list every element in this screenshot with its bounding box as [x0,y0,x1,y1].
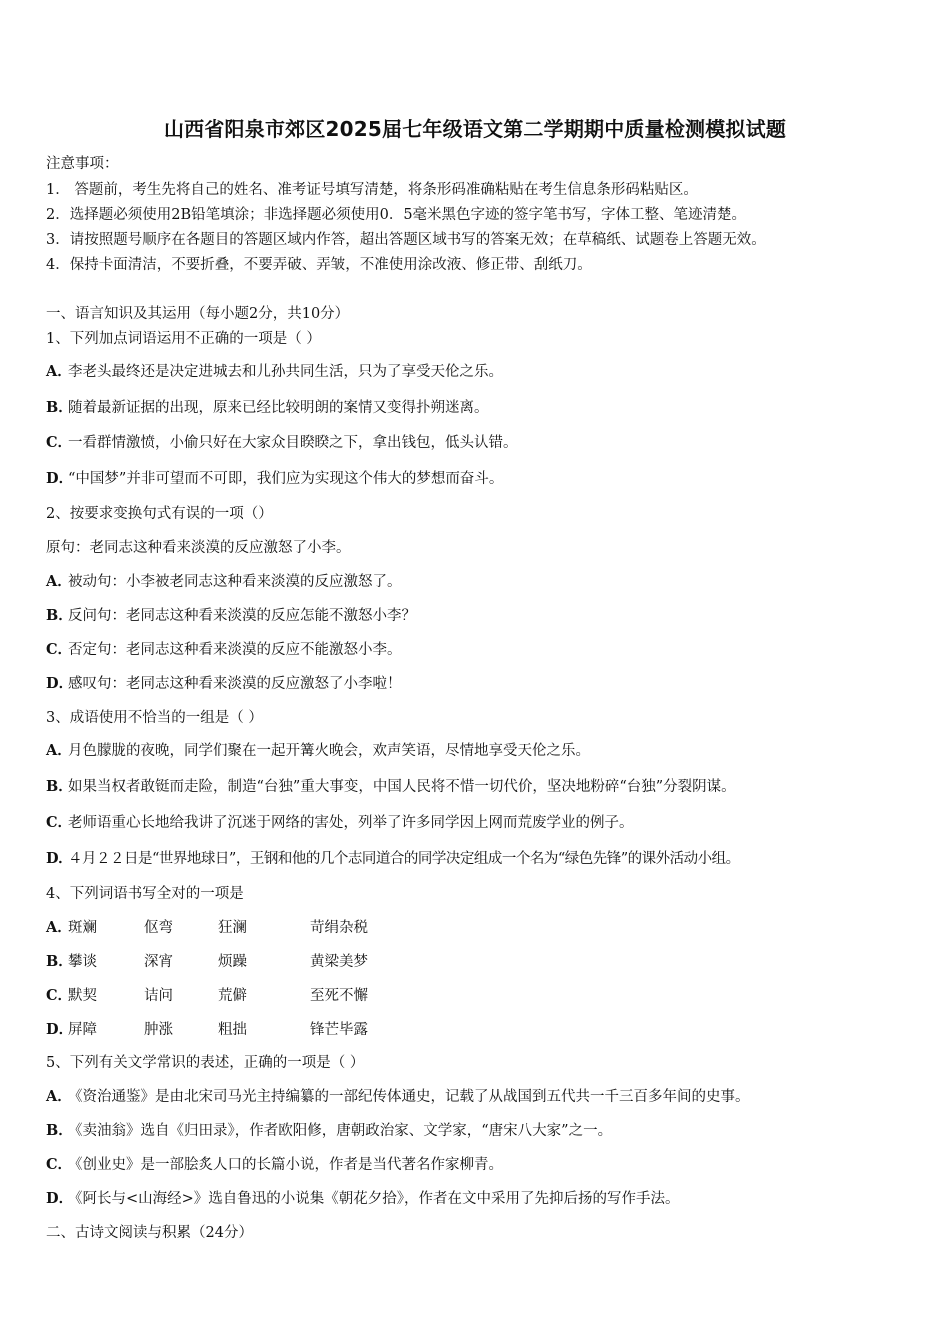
option-word: 屏障 [68,1022,97,1038]
option-word: 伛弯 [144,920,173,936]
q5-option-c [46,1153,503,1174]
option-label: B． [46,953,73,970]
q5-option-d [46,1187,680,1208]
q2-option-c [46,638,402,659]
option-word: 斑斓 [68,920,97,936]
option-word: 粗拙 [218,1022,247,1038]
q2-option-d [46,672,402,693]
option-word: 攀谈 [68,954,97,970]
option-label: B． [46,607,73,624]
question-3-stem: 3、成语使用不恰当的一组是（ ） [46,710,263,726]
q1-option-b [46,396,489,417]
q2-original-sentence: 原句：老同志这种看来淡漠的反应激怒了小李。 [46,540,351,556]
option-label: D． [46,850,73,867]
q4-option-c [46,984,368,1005]
option-word: 苛绢杂税 [310,920,368,936]
option-label: A． [46,363,72,380]
q5-option-b [46,1119,612,1140]
option-label: C． [46,1156,73,1173]
option-label: A． [46,919,72,936]
option-word: 狂澜 [218,920,247,936]
option-text: “中国梦”并非可望而不可即，我们应为实现这个伟大的梦想而奋斗。 [68,471,504,487]
option-text: 感叹句：老同志这种看来淡漠的反应激怒了小李啦！ [68,676,402,692]
option-label: A． [46,1088,72,1105]
option-label: C． [46,987,73,1004]
q2-option-b [46,604,416,625]
option-text: 《资治通鉴》是由北宋司马光主持编纂的一部纪传体通史，记载了从战国到五代共一千三百多年间的史事。 [68,1089,750,1105]
option-text: 月色朦胧的夜晚，同学们聚在一起开篝火晚会，欢声笑语，尽情地享受天伦之乐。 [68,743,590,759]
option-text: 否定句：老同志这种看来淡漠的反应不能激怒小李。 [68,642,402,658]
option-text: 反问句：老同志这种看来淡漠的反应怎能不激怒小李？ [68,608,416,624]
notice-heading: 注意事项： [46,156,119,172]
q5-option-a [46,1085,750,1106]
option-word: 锋芒毕露 [310,1022,368,1038]
question-2-stem: 2、按要求变换句式有误的一项（） [46,506,273,522]
page-title: 山西省阳泉市郊区2025届七年级语文第二学期期中质量检测模拟试题 [163,117,787,141]
option-text: 《阿长与<山海经>》选自鲁迅的小说集《朝花夕拾》，作者在文中采用了先抑后扬的写作手法。 [68,1191,680,1207]
option-label: D． [46,1190,74,1207]
option-word: 至死不懈 [310,988,368,1004]
option-text: 如果当权者敢铤而走险，制造“台独”重大事变，中国人民将不惜一切代价，坚决地粉碎“台独”分裂阴谋。 [68,779,736,795]
option-text: 《创业史》是一部脍炙人口的长篇小说，作者是当代著名作家柳青。 [68,1157,503,1173]
option-text: 老师语重心长地给我讲了沉迷于网络的害处，列举了许多同学因上网而荒废学业的例子。 [68,815,634,831]
q1-option-a [46,360,503,381]
q4-option-a [46,916,368,937]
question-4-stem: 4、下列词语书写全对的一项是 [46,886,244,902]
notice-item-4: 4．保持卡面清洁，不要折叠，不要弄破、弄皱，不准使用涂改液、修正带、刮纸刀。 [46,257,592,273]
option-label: B． [46,778,73,795]
q1-option-d [46,467,503,488]
notice-item-3: 3．请按照题号顺序在各题目的答题区域内作答，超出答题区域书写的答案无效；在草稿纸、试题卷上答题无效。 [46,232,766,248]
option-word: 肿涨 [144,1022,173,1038]
q3-option-c [46,811,634,832]
option-label: D． [46,470,74,487]
q4-option-d [46,1018,368,1039]
option-text: 李老头最终还是决定进城去和儿孙共同生活，只为了享受天伦之乐。 [68,364,503,380]
q3-option-d [46,847,740,868]
q2-option-a [46,570,402,591]
option-text: 被动句：小李被老同志这种看来淡漠的反应激怒了。 [68,574,402,590]
question-1-stem: 1、下列加点词语运用不正确的一项是（ ） [46,331,321,347]
option-label: A． [46,742,72,759]
option-label: C． [46,641,73,658]
option-word: 黄梁美梦 [310,954,368,970]
option-text: 随着最新证据的出现，原来已经比较明朗的案情又变得扑朔迷离。 [68,400,489,416]
section-heading-1: 一、语言知识及其运用（每小题2分，共10分） [46,306,350,322]
question-5-stem: 5、下列有关文学常识的表述，正确的一项是（ ） [46,1055,365,1071]
option-text: 一看群情激愤，小偷只好在大家众目睽睽之下，拿出钱包，低头认错。 [68,435,518,451]
option-label: B． [46,399,73,416]
option-text: 《卖油翁》选自《归田录》，作者欧阳修，唐朝政治家、文学家，“唐宋八大家”之一。 [68,1123,613,1139]
option-label: B． [46,1122,73,1139]
notice-item-2: 2．选择题必须使用2B铅笔填涂；非选择题必须使用0．5毫米黑色字迹的签字笔书写，字体工整、笔迹清楚。 [46,207,747,223]
option-label: D． [46,1021,74,1038]
option-label: A． [46,573,72,590]
option-word: 默契 [68,988,97,1004]
option-word: 荒僻 [218,988,247,1004]
option-text: ４月２２日是“世界地球日”，王钢和他的几个志同道合的同学决定组成一个名为“绿色先锋”的课外活动小组。 [68,851,740,867]
option-label: C． [46,814,73,831]
option-word: 烦躁 [218,954,247,970]
notice-item-1: 1． 答题前，考生先将自己的姓名、准考证号填写清楚，将条形码准确粘贴在考生信息条形码粘贴区。 [46,182,698,198]
section-heading-2: 二、古诗文阅读与积累（24分） [46,1225,253,1241]
q3-option-b [46,775,736,796]
option-label: C． [46,434,73,451]
q4-option-b [46,950,368,971]
option-label: D． [46,675,74,692]
option-word: 深宵 [144,954,173,970]
q3-option-a [46,739,590,760]
q1-option-c [46,431,518,452]
option-word: 诘问 [144,988,173,1004]
